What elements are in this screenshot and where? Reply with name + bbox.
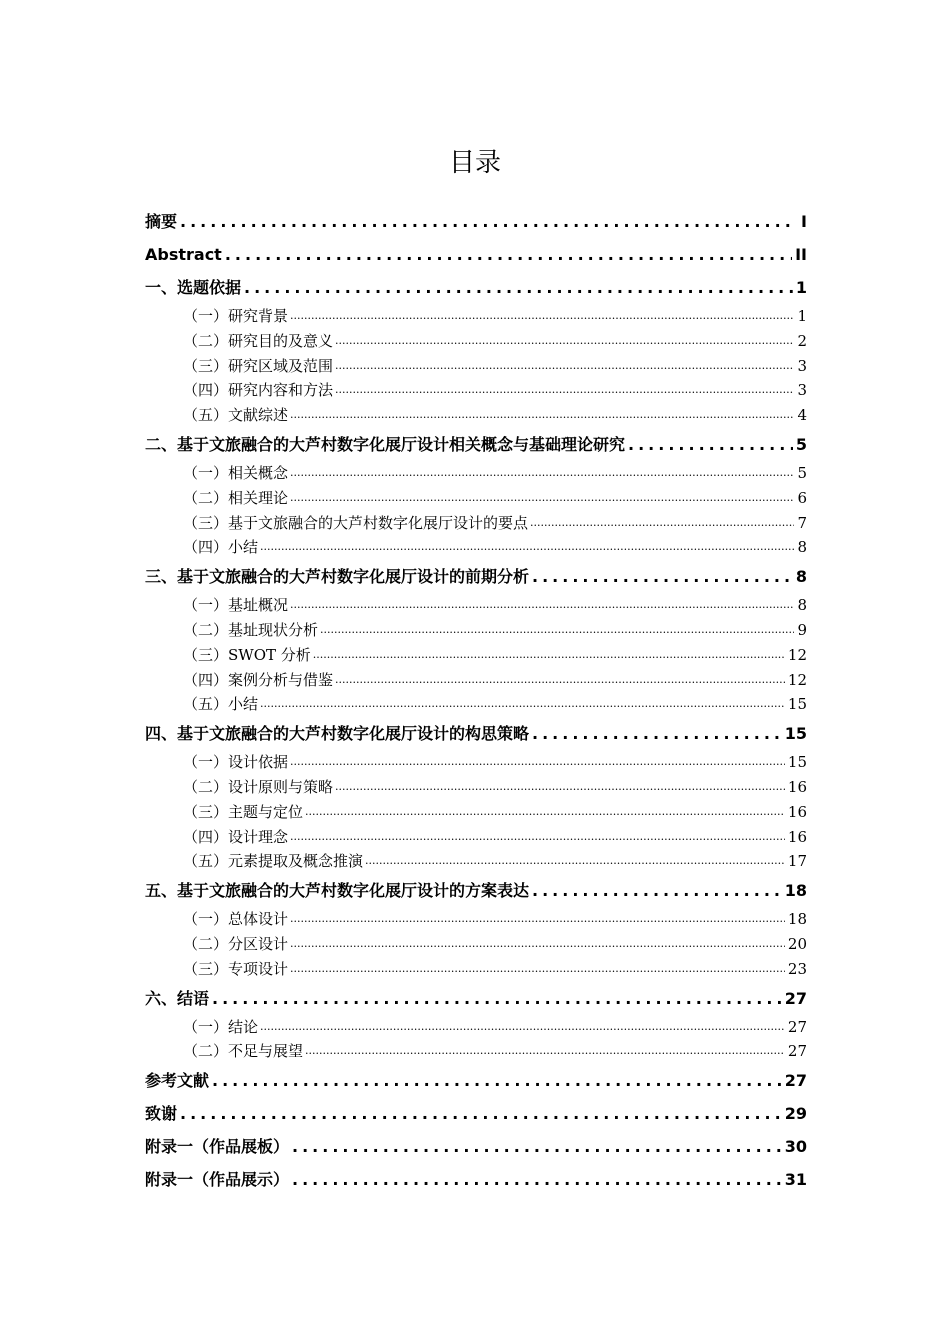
toc-section-entry[interactable] [145,461,807,486]
toc-entry-label: 参考文献 [145,1071,210,1091]
toc-section-entry[interactable] [145,800,807,825]
toc-dot-leader [180,1097,782,1130]
toc-section-entry[interactable] [145,378,807,403]
toc-entry-label: （四）设计理念 [183,827,289,846]
toc-entry-page-number: 29 [784,1104,807,1124]
toc-entry-page-number: 8 [795,567,807,587]
toc-dot-leader [532,874,782,907]
toc-entry-page-number: 20 [787,934,807,953]
toc-entry-label: 一、选题依据 [145,278,242,297]
toc-entry-page-number: 16 [787,827,807,846]
toc-entry-page-number: 3 [797,356,807,375]
toc-entry-label: （三）基于文旅融合的大芦村数字化展厅设计的要点 [183,513,529,532]
toc-section-entry[interactable] [145,668,807,693]
toc-section-entry[interactable] [145,775,807,800]
toc-entry-label: 二、基于文旅融合的大芦村数字化展厅设计相关概念与基础理论研究 [145,434,626,454]
toc-section-entry[interactable] [145,643,807,668]
toc-section-entry[interactable] [145,907,807,932]
toc-dot-leader [628,428,793,461]
toc-chapter-entry[interactable] [145,271,807,304]
toc-dot-leader [290,486,794,511]
toc-dot-leader [290,750,785,775]
toc-dot-leader [335,775,785,800]
toc-section-entry[interactable] [145,932,807,957]
toc-chapter-entry[interactable] [145,1097,807,1130]
toc-dot-leader [335,668,785,693]
toc-dot-leader [532,560,793,593]
toc-entry-page-number: 30 [784,1137,807,1157]
toc-entry-page-number: 31 [784,1170,807,1190]
toc-entry-label: （三）SWOT 分析 [183,645,311,664]
toc-dot-leader [290,403,794,428]
toc-section-entry[interactable] [145,849,807,874]
toc-dot-leader [290,825,785,850]
toc-entry-page-number: 8 [797,596,807,615]
toc-entry-page-number: 27 [784,988,807,1008]
toc-dot-leader [532,717,782,750]
toc-entry-label: 五、基于文旅融合的大芦村数字化展厅设计的方案表达 [145,881,530,901]
toc-entry-page-number: 16 [787,777,807,796]
toc-entry-page-number: 9 [797,620,807,639]
toc-dot-leader [320,618,794,643]
toc-entry-page-number: 1 [795,278,807,297]
toc-entry-page-number: 15 [787,695,807,714]
toc-dot-leader [260,535,794,560]
toc-dot-leader [212,982,782,1015]
toc-entry-label: （一）基址概况 [183,596,289,615]
toc-section-entry[interactable] [145,593,807,618]
toc-section-entry[interactable] [145,1015,807,1040]
toc-dot-leader [335,329,794,354]
toc-section-entry[interactable] [145,825,807,850]
toc-chapter-entry[interactable] [145,238,807,271]
toc-entry-label: （四）案例分析与借鉴 [183,670,334,689]
toc-entry-label: （二）分区设计 [183,934,289,953]
toc-section-entry[interactable] [145,511,807,536]
toc-entry-page-number: I [801,212,807,231]
toc-dot-leader [290,957,785,982]
toc-entry-label: （五）小结 [183,695,259,714]
toc-chapter-entry[interactable] [145,717,807,750]
toc-chapter-entry[interactable] [145,874,807,907]
toc-chapter-entry[interactable] [145,560,807,593]
toc-entry-page-number: 12 [787,670,807,689]
toc-dot-leader [212,1064,782,1097]
toc-entry-label: （三）主题与定位 [183,802,304,821]
toc-section-entry[interactable] [145,304,807,329]
toc-entry-page-number: 18 [784,881,807,901]
toc-entry-page-number: 17 [787,852,807,871]
toc-dot-leader [335,354,794,379]
toc-dot-leader [305,800,785,825]
toc-entry-page-number: 3 [797,381,807,400]
toc-chapter-entry[interactable] [145,1163,807,1196]
toc-dot-leader [180,205,794,238]
toc-entry-label: （二）基址现状分析 [183,620,319,639]
toc-entry-label: （三）专项设计 [183,959,289,978]
toc-dot-leader [292,1130,782,1163]
toc-entry-page-number: 4 [797,406,807,425]
toc-dot-leader [244,271,793,304]
toc-dot-leader [290,593,794,618]
toc-dot-leader [260,692,785,717]
toc-dot-leader [365,849,785,874]
toc-entry-page-number: 1 [797,307,807,325]
toc-entry-page-number: 7 [797,513,807,532]
toc-entry-label: （二）相关理论 [183,488,289,507]
toc-dot-leader [260,1015,785,1040]
toc-entry-page-number: 23 [787,959,807,978]
toc-entry-label: 附录一（作品展示） [145,1170,290,1190]
toc-dot-leader [290,461,794,486]
toc-dot-leader [305,1039,785,1064]
toc-entry-page-number: 16 [787,802,807,821]
toc-section-entry[interactable] [145,957,807,982]
toc-section-entry[interactable] [145,618,807,643]
toc-entry-page-number: 8 [797,538,807,557]
toc-entry-page-number: 5 [795,434,807,454]
toc-entry-page-number: 2 [797,331,807,350]
toc-section-entry[interactable] [145,750,807,775]
toc-entry-label: （一）研究背景 [183,307,289,325]
toc-entry-label: （五）元素提取及概念推演 [183,852,364,871]
toc-entry-label: 六、结语 [145,988,210,1008]
toc-entry-page-number: 12 [787,645,807,664]
toc-entry-label: Abstract [145,245,222,264]
toc-entry-page-number: 18 [787,910,807,929]
toc-entry-label: （一）相关概念 [183,463,289,482]
toc-section-entry[interactable] [145,692,807,717]
toc-entry-label: 致谢 [145,1104,178,1124]
toc-section-entry[interactable] [145,354,807,379]
toc-entry-label: （三）研究区域及范围 [183,356,334,375]
toc-entry-label: （二）不足与展望 [183,1042,304,1061]
toc-entry-label: 四、基于文旅融合的大芦村数字化展厅设计的构思策略 [145,724,530,744]
toc-entry-label: （五）文献综述 [183,406,289,425]
toc-section-entry[interactable] [145,403,807,428]
toc-entry-label: （二）研究目的及意义 [183,331,334,350]
toc-dot-leader [290,304,794,329]
toc-entry-page-number: 27 [787,1042,807,1061]
toc-entry-label: （一）设计依据 [183,753,289,772]
toc-entry-label: 摘要 [145,212,178,231]
toc-entry-page-number: 27 [784,1071,807,1091]
toc-section-entry[interactable] [145,329,807,354]
toc-dot-leader [225,238,792,271]
toc-chapter-entry[interactable] [145,428,807,461]
toc-entry-label: 附录一（作品展板） [145,1137,290,1157]
toc-entry-page-number: 6 [797,488,807,507]
toc-dot-leader [335,378,794,403]
table-of-contents [145,205,807,1196]
page-title: 目录 [448,148,501,178]
toc-entry-label: （一）结论 [183,1017,259,1036]
toc-entry-label: （二）设计原则与策略 [183,777,334,796]
toc-entry-page-number: 15 [784,724,807,744]
toc-entry-label: 三、基于文旅融合的大芦村数字化展厅设计的前期分析 [145,567,530,587]
toc-section-entry[interactable] [145,535,807,560]
toc-chapter-entry[interactable] [145,205,807,238]
toc-chapter-entry[interactable] [145,982,807,1015]
toc-section-entry[interactable] [145,1039,807,1064]
toc-chapter-entry[interactable] [145,1064,807,1097]
toc-dot-leader [292,1163,782,1196]
toc-dot-leader [290,932,785,957]
toc-entry-page-number: 27 [787,1017,807,1036]
toc-entry-label: （四）小结 [183,538,259,557]
toc-chapter-entry[interactable] [145,1130,807,1163]
toc-entry-page-number: 15 [787,753,807,772]
toc-entry-page-number: II [795,245,807,264]
toc-dot-leader [290,907,785,932]
toc-dot-leader [313,643,785,668]
toc-dot-leader [530,511,794,536]
toc-entry-label: （一）总体设计 [183,910,289,929]
toc-section-entry[interactable] [145,486,807,511]
toc-entry-page-number: 5 [797,463,807,482]
toc-entry-label: （四）研究内容和方法 [183,381,334,400]
